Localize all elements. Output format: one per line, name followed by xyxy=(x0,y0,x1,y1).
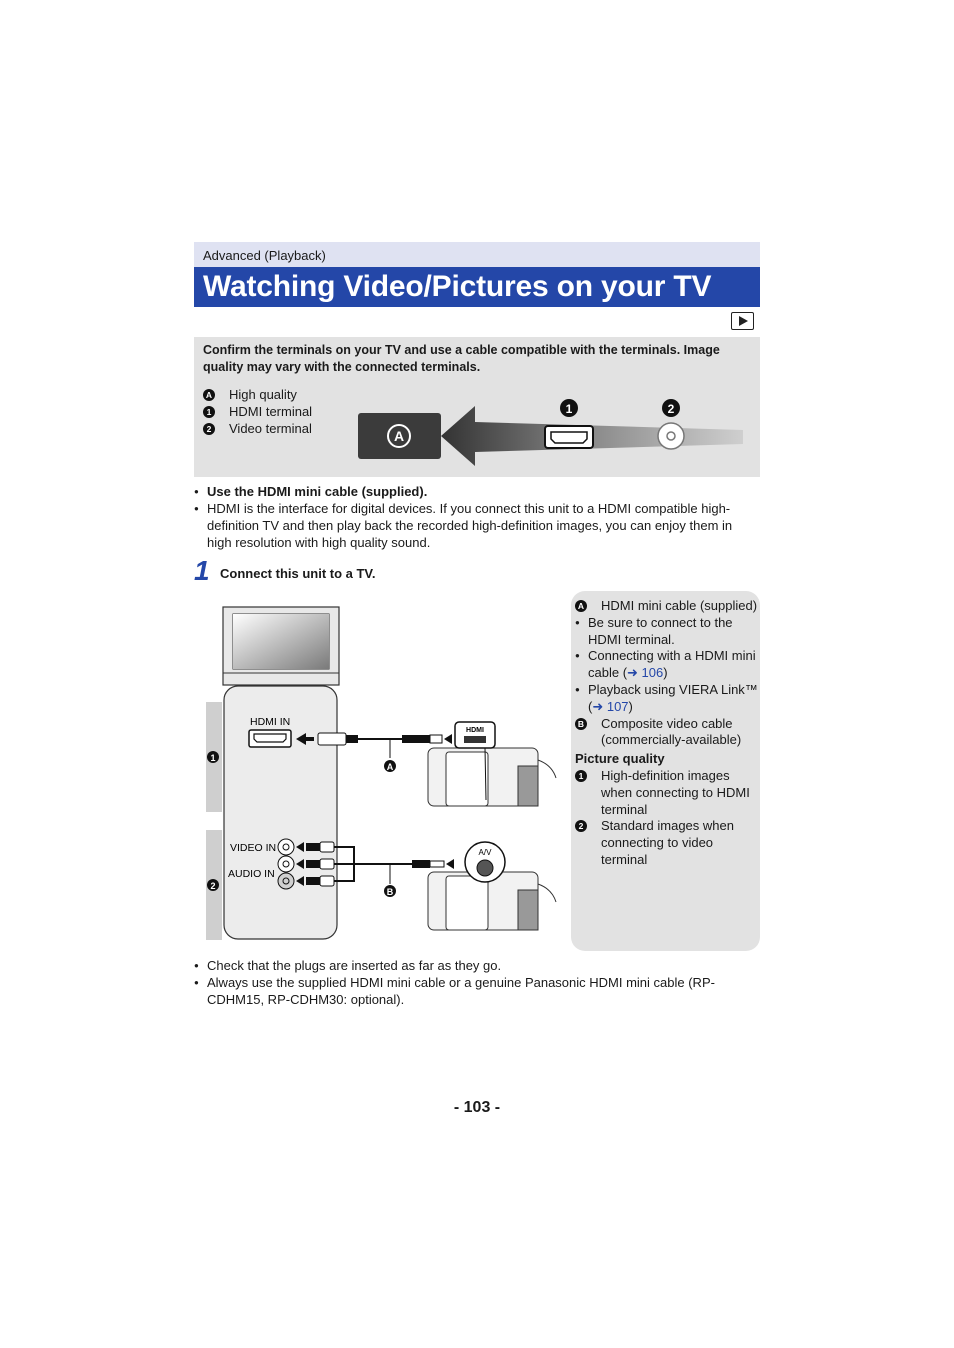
svg-text:A: A xyxy=(393,428,405,444)
hdmi-in-label: HDMI IN xyxy=(250,716,291,728)
video-in-label: VIDEO IN xyxy=(230,842,277,854)
bullet-item: ● Playback using VIERA Link™ (➜ 107) xyxy=(575,682,760,716)
quality-2-item: 2 Standard images when connecting to video terminal xyxy=(575,818,760,868)
section-label: Advanced (Playback) xyxy=(194,242,760,267)
quality-arrow-diagram xyxy=(355,396,750,471)
marker-a-icon: A xyxy=(203,389,215,401)
legend-item-hdmi-terminal: 1 HDMI terminal xyxy=(203,403,312,420)
audio-in-jack-white-icon xyxy=(278,856,294,872)
tv-icon xyxy=(223,607,339,691)
video-terminal-icon xyxy=(658,423,684,449)
hdmi-in-port-icon xyxy=(249,730,291,747)
marker-2-icon: 2 xyxy=(575,820,587,832)
marker-a-icon: A xyxy=(575,600,587,612)
bullet-item: ● HDMI is the interface for digital devices. If you connect this unit to a HDMI compatible high-definition TV and then play back the recorded high-definition images, you can enjoy them in high resolution with high quality sound. xyxy=(194,500,760,551)
svg-text:A: A xyxy=(386,762,394,772)
page-link-106[interactable]: ➜ 106 xyxy=(627,665,664,681)
av-plug-icon xyxy=(412,860,430,868)
quality-legend xyxy=(203,386,312,437)
svg-text:A/V: A/V xyxy=(478,848,492,857)
page-title: Watching Video/Pictures on your TV xyxy=(194,267,760,307)
hdmi-mini-plug-icon xyxy=(402,735,430,743)
step-number: 1 xyxy=(194,555,210,586)
cable-b-item: B Composite video cable (commercially-available) xyxy=(575,716,760,750)
bullet-item: ● Check that the plugs are inserted as far as they go. xyxy=(194,957,754,974)
quality-1-item: 1 High-definition images when connecting to HDMI terminal xyxy=(575,768,760,818)
bullet-item: ● Use the HDMI mini cable (supplied). xyxy=(194,483,760,500)
composite-cable xyxy=(334,847,412,881)
picture-quality-heading: Picture quality xyxy=(575,751,665,767)
legend-item-high-quality: A High quality xyxy=(203,386,312,403)
svg-text:2: 2 xyxy=(210,881,216,891)
marker-2-icon: 2 xyxy=(203,423,215,435)
cable-a-item: A HDMI mini cable (supplied) xyxy=(575,598,760,615)
video-in-jack-icon xyxy=(278,839,294,855)
playback-mode-icon xyxy=(731,312,754,330)
step-text: Connect this unit to a TV. xyxy=(220,566,376,581)
camera-icon xyxy=(428,748,556,806)
arrow-right-icon xyxy=(446,859,454,869)
svg-text:2: 2 xyxy=(667,402,675,416)
marker-b-icon: B xyxy=(575,718,587,730)
page-link-107[interactable]: ➜ 107 xyxy=(592,698,629,714)
intro-bullets xyxy=(194,483,760,551)
svg-text:1: 1 xyxy=(210,753,216,763)
footer-bullets xyxy=(194,957,754,1008)
legend-item-video-terminal: 2 Video terminal xyxy=(203,420,312,437)
rca-plugs-icon xyxy=(296,842,334,886)
hdmi-terminal-icon xyxy=(545,426,593,448)
svg-text:B: B xyxy=(386,887,394,897)
hdmi-plug-icon xyxy=(318,733,346,745)
marker-1-icon: 1 xyxy=(575,770,587,782)
connection-diagram xyxy=(200,600,565,945)
audio-in-jack-red-icon xyxy=(278,873,294,889)
svg-text:HDMI: HDMI xyxy=(466,727,484,734)
bullet-item: ● Always use the supplied HDMI mini cable or a genuine Panasonic HDMI mini cable (RP-CDHM15, RP-CDHM30: optional). xyxy=(194,974,754,1008)
bullet-item: ● Be sure to connect to the HDMI terminal. xyxy=(575,615,760,649)
marker-1-icon: 1 xyxy=(203,406,215,418)
audio-in-label: AUDIO IN xyxy=(228,868,275,880)
camera-hdmi-port-callout xyxy=(455,722,495,748)
side-info-content xyxy=(575,598,760,869)
bullet-item: ● Connecting with a HDMI mini cable (➜ 106) xyxy=(575,648,760,682)
confirm-terminals-text: Confirm the terminals on your TV and use a cable compatible with the terminals. Image quality may vary with the connected terminals. xyxy=(203,343,720,374)
svg-text:1: 1 xyxy=(565,402,573,416)
arrow-right-icon xyxy=(444,734,452,744)
page-number: - 103 - xyxy=(453,1099,501,1116)
